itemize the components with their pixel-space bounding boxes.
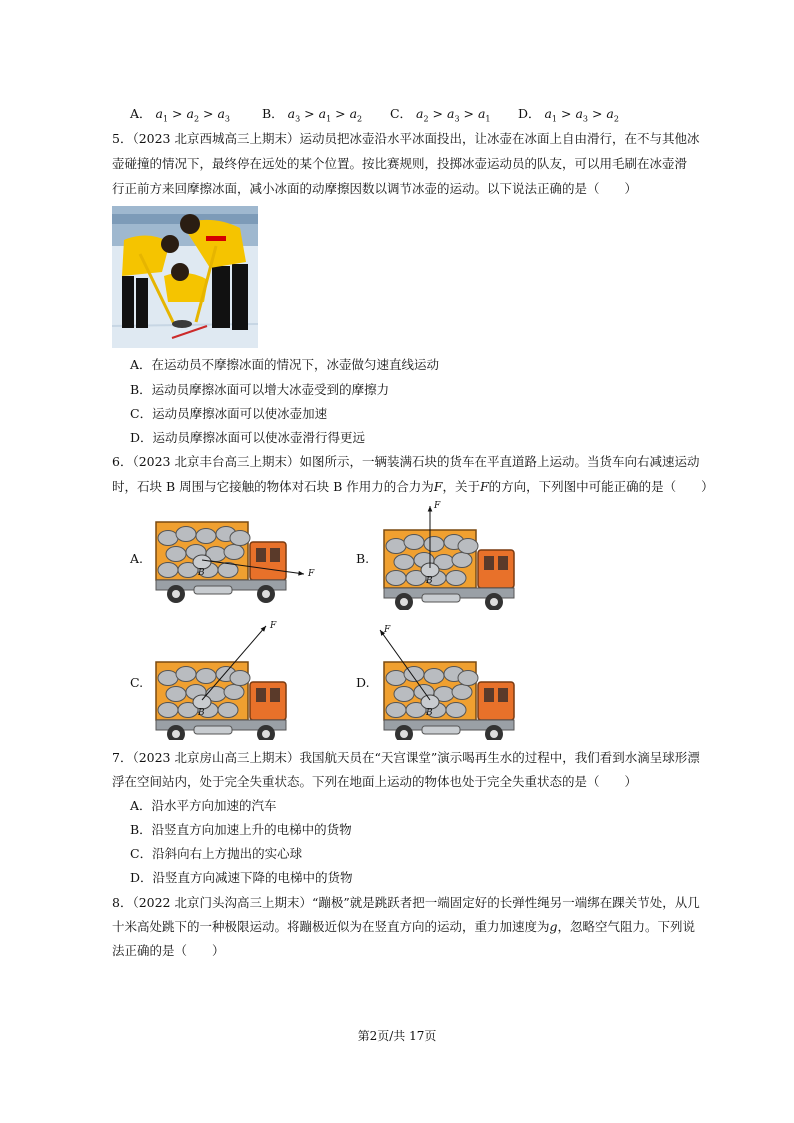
truck [384,501,514,610]
hub [262,590,270,598]
truck-cab [250,542,286,580]
hub [490,598,498,606]
q4-option-c [390,104,514,130]
math: 2 [613,114,619,124]
q4-option-b [262,104,386,130]
rock-b-label: B [198,708,205,718]
rock [196,669,216,684]
rock [394,687,414,702]
math: a [318,106,327,121]
math: a [606,106,614,121]
q5-stem-line-3: 行正前方来回摩擦冰面，减小冰面的动摩擦因数以调节冰壶的运动。以下说法正确的是（ ） [112,181,638,196]
q8-stem-text: ，忽略空气阻力。下列说 [557,919,696,934]
q5-stem-line-2: 壶碰撞的情况下，最终停在远处的某个位置。按比赛规则，投掷冰壶运动员的队友，可以用毛刷在冰壶滑 [112,156,688,171]
rock [458,539,478,554]
fuel-tank [422,594,460,602]
rock [230,671,250,686]
cab-window [498,688,508,702]
force-label: F [434,501,441,511]
math: > [557,106,576,121]
rock [176,667,196,682]
q4-option-a [130,104,258,130]
rock [424,537,444,552]
math: 3 [454,114,460,124]
math: > [459,106,478,121]
math: > [587,106,607,121]
q5-option-b: B．运动员摩擦冰面可以增大冰壶受到的摩擦力 [130,382,390,397]
force-label: F [308,569,315,579]
q6-stem-text: 时，石块 B 周围与它接触的物体对石块 B 作用力的合力为 [112,479,434,494]
hub [262,730,270,738]
truck [380,625,514,740]
q6-stem-text: ，关于 [442,479,480,494]
math: 3 [582,114,588,124]
rock-b-label: B [426,708,433,718]
force-label: F [384,625,391,635]
truck-figure-b [378,500,528,610]
rock [176,527,196,542]
q6-stem-line-2 [112,477,714,497]
math: 2 [357,114,363,124]
rock [158,703,178,718]
rock [394,555,414,570]
fuel-tank [194,726,232,734]
q7-option-b: B．沿竖直方向加速上升的电梯中的货物 [130,822,352,837]
curling-photo [112,206,258,348]
hub [172,590,180,598]
math: 1 [326,114,332,124]
rock [386,671,406,686]
truck [156,522,315,603]
math: 1 [551,114,558,124]
q8-stem-line-2 [112,917,696,937]
math: a [186,106,194,121]
math: > [331,106,350,121]
truck-cab [250,682,286,720]
var-f: F [433,479,443,494]
rock [224,685,244,700]
rock [218,703,238,718]
fuel-tank [422,726,460,734]
q7-option-d: D．沿竖直方向减速下降的电梯中的货物 [130,870,353,885]
q8-stem-line-1: 8．（2022 北京门头沟高三上期末）“蹦极”就是跳跃者把一端固定好的长弹性绳另一端绑在踝关节处，从几 [112,895,700,910]
rock [446,571,466,586]
rock [458,671,478,686]
hub [400,598,408,606]
option-label: B． [261,106,284,121]
math: > [199,106,218,121]
math: > [428,106,447,121]
math: a [287,106,296,121]
rock [452,553,472,568]
math: 3 [224,114,230,124]
rock [404,535,424,550]
math: a [416,106,424,121]
rock [230,531,250,546]
curling-illustration [112,206,258,348]
rock [446,703,466,718]
rock-b [193,695,211,709]
rock [224,545,244,560]
figure-label-a: A. [130,551,144,566]
option-label: D． [517,106,541,121]
q8-stem-text: 十米高处跳下的一种极限运动。将蹦极近似为在竖直方向的运动，重力加速度为 [112,919,550,934]
rock [386,571,406,586]
cab-window [256,548,266,562]
math: 3 [295,114,301,124]
figure-label-b: B. [356,551,370,566]
page-footer: 第2页/共 17页 [357,1029,437,1043]
cab-window [270,688,280,702]
math: > [300,106,319,121]
hub [172,730,180,738]
rock [386,539,406,554]
fuel-tank [194,586,232,594]
var-f: F [479,479,489,494]
math: a [477,106,486,121]
q7-option-a: A．沿水平方向加速的汽车 [130,798,277,813]
figure-label-c: C. [130,675,144,690]
rock [158,671,178,686]
math: > [168,106,187,121]
q8-stem-line-3: 法正确的是（ ） [112,943,225,958]
rock-b-label: B [198,568,205,578]
q5-option-a: A．在运动员不摩擦冰面的情况下，冰壶做匀速直线运动 [130,357,440,372]
truck-cab [478,550,514,588]
var-g: g [549,919,558,934]
rock [166,687,186,702]
rock [386,703,406,718]
cab-window [270,548,280,562]
math: a [155,106,163,121]
q7-stem-line-1: 7．（2023 北京房山高三上期末）我国航天员在“天宫课堂”演示喝再生水的过程中，我们看到水滴呈球形漂 [112,750,700,765]
option-label: A． [130,106,152,121]
q6-stem-text: 的方向，下列图中可能正确的是（ ） [488,479,714,494]
rock [452,685,472,700]
math: a [349,106,358,121]
hub [490,730,498,738]
cab-window [484,688,494,702]
rock [404,667,424,682]
q7-stem-line-2: 浮在空间站内，处于完全失重状态。下列在地面上运动的物体也处于完全失重状态的是（ ） [112,774,638,789]
rock [158,531,178,546]
math: a [447,106,455,121]
math: a [544,106,552,121]
rock-b-label: B [426,576,433,586]
rock [158,563,178,578]
math: 1 [485,114,491,124]
cab-window [484,556,494,570]
hub [400,730,408,738]
rock [166,547,186,562]
cab-window [256,688,266,702]
math: a [575,106,583,121]
truck-cab [478,682,514,720]
q4-option-d [518,104,619,130]
truck-figure-d [374,618,524,740]
cab-window [498,556,508,570]
rock [424,669,444,684]
truck-figure-c [150,618,300,740]
force-arrow-head [428,506,433,512]
rock-b [421,695,439,709]
q5-option-c: C．运动员摩擦冰面可以使冰壶加速 [130,406,328,421]
math: 2 [193,114,200,124]
math: 1 [162,114,169,124]
force-arrow-head [298,571,304,576]
truck-figure-a [150,508,320,608]
math: 2 [423,114,429,124]
truck [156,621,286,740]
figure-label-d: D. [356,675,370,690]
option-label: C． [389,106,413,121]
q7-option-c: C．沿斜向右上方抛出的实心球 [130,846,303,861]
q6-stem-line-1: 6．（2023 北京丰台高三上期末）如图所示，一辆装满石块的货车在平直道路上运动。当货车向右减速运动 [112,454,700,469]
rock [196,529,216,544]
q4-options [130,104,619,130]
force-label: F [270,621,277,631]
math: a [217,106,225,121]
q5-option-d: D．运动员摩擦冰面可以使冰壶滑行得更远 [130,430,366,445]
rock-b [193,555,211,569]
q5-stem-line-1: 5．（2023 北京西城高三上期末）运动员把冰壶沿水平冰面投出，让冰壶在冰面上自由滑行，在不与其他冰 [112,131,700,146]
